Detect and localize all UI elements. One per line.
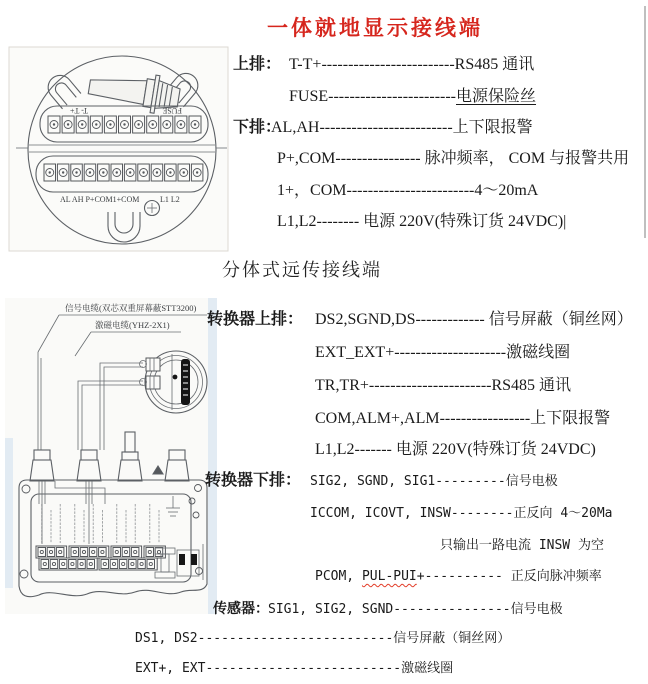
wiring-row <box>310 504 612 524</box>
terminal-desc: 信号屏蔽（铜丝网） <box>488 311 633 328</box>
wiring-row <box>315 440 596 460</box>
terminal-desc: 上下限报警 <box>530 410 611 427</box>
excitation-cable-label: 激磁电缆(YHZ-2X1) <box>95 320 170 330</box>
wiring-row <box>207 310 633 330</box>
wiring-row <box>135 659 453 679</box>
integrated-terminal-diagram <box>6 44 230 254</box>
dash-leader: ------------------------- <box>319 119 453 136</box>
strip-top-right-label: FUSE <box>162 106 182 115</box>
dash-leader: ---------------- <box>335 150 425 167</box>
row-label: 下排： <box>233 119 282 136</box>
wiring-row <box>277 212 566 232</box>
strip-bottom-right-label: L1 L2 <box>160 195 180 204</box>
terminal-names: EXT+, EXT <box>135 661 206 676</box>
dash-leader: ----------------- <box>439 410 531 427</box>
remote-section-heading: 分体式远传接线端 <box>222 260 382 280</box>
wiring-row <box>233 55 534 75</box>
wiring-row <box>277 149 629 169</box>
terminal-desc: 电源 220V(特殊订货 24VDC)| <box>363 213 567 230</box>
scan-blue-right <box>208 298 217 614</box>
remote-converter-diagram <box>5 298 217 614</box>
terminal-desc: 信号电极 <box>505 474 558 489</box>
terminal-desc: 信号电极 <box>510 602 563 617</box>
terminal-names: COM,ALM+,ALM <box>315 410 440 427</box>
wiring-row <box>277 181 538 201</box>
pcb-terminal-blocks <box>36 546 165 570</box>
dash-leader: ------------------------- <box>321 56 455 73</box>
wiring-row <box>315 567 602 587</box>
terminal-names: AL,AH <box>271 119 320 136</box>
dash-leader: --------- <box>435 474 506 489</box>
terminal-names: DS2,SGND,DS <box>315 311 416 328</box>
terminal-desc: 电源 220V(特殊订货 24VDC) <box>395 441 596 458</box>
terminal-desc: 激磁线圈 <box>401 661 454 676</box>
terminal-names: DS1, DS2 <box>135 631 198 646</box>
dash-leader: ------------------------ <box>346 182 475 199</box>
terminal-desc: 4～20mA <box>474 182 539 199</box>
wiring-row <box>233 118 533 138</box>
terminal-names: SIG1, SIG2, SGND <box>268 602 394 617</box>
terminal-names-spellcheck: PUL-PUI <box>361 569 417 584</box>
terminal-names: T-T+ <box>289 56 322 73</box>
dash-leader: --------------------- <box>394 344 507 361</box>
wiring-row <box>213 598 563 620</box>
terminal-desc: RS485 通讯 <box>491 377 572 394</box>
terminal-desc: RS485 通讯 <box>454 56 535 73</box>
page-title: 一体就地显示接线端 <box>267 17 483 40</box>
terminal-names: + <box>416 569 425 584</box>
dash-leader: ------------------------ <box>328 88 456 105</box>
terminal-names: 1+，COM <box>277 182 347 199</box>
strip-bottom-left-label: AL AH P+COM1+COM <box>60 195 140 204</box>
top-terminal-screws <box>48 116 201 133</box>
terminal-desc: 电源保险丝 <box>456 88 537 105</box>
dash-leader: ------------------------- <box>197 631 394 646</box>
terminal-names: PCOM, <box>315 569 362 584</box>
wiring-row <box>205 471 558 492</box>
terminal-desc: 上下限报警 <box>452 119 533 136</box>
row-label: 传感器： <box>213 600 269 616</box>
terminal-desc: 正反向 4～20Ma <box>513 506 613 521</box>
dash-leader: -------- <box>450 506 514 521</box>
dash-leader: ------------- <box>415 311 489 328</box>
wiring-row <box>315 409 610 429</box>
dash-leader: ----------------------- <box>368 377 492 394</box>
row-label: 转换器上排： <box>207 311 304 328</box>
dash-leader: ------------------------- <box>205 661 402 676</box>
terminal-names: FUSE <box>289 88 329 105</box>
strip-top-left-label: T- T+ <box>69 106 88 115</box>
note-row: 只输出一路电流 INSW 为空 <box>440 538 604 553</box>
scan-edge-line <box>644 6 646 238</box>
row-label: 上排： <box>233 56 282 73</box>
terminal-names: P+,COM <box>277 150 336 167</box>
wiring-row <box>233 87 536 107</box>
terminal-desc: 脉冲频率， COM 与报警共用 <box>424 150 630 167</box>
wiring-row <box>135 629 510 649</box>
terminal-desc: 信号屏蔽（铜丝网） <box>393 631 511 646</box>
terminal-desc: 正反向脉冲频率 <box>510 569 602 584</box>
dash-leader: ------- <box>354 441 396 458</box>
dash-leader: -------- <box>316 213 364 230</box>
terminal-names: ICCOM, ICOVT, INSW <box>310 506 451 521</box>
row-label: 转换器下排： <box>205 472 302 489</box>
terminal-names: L1,L2 <box>277 213 317 230</box>
terminal-names: EXT_EXT+ <box>315 344 395 361</box>
terminal-names: TR,TR+ <box>315 377 369 394</box>
terminal-names: SIG2, SGND, SIG1 <box>310 474 436 489</box>
signal-cable-label: 信号电缆(双芯双重屏幕蔽STT3200) <box>65 303 197 313</box>
wiring-row <box>315 343 570 363</box>
dash-leader: --------------- <box>393 602 511 617</box>
dash-leader: ---------- <box>424 569 511 584</box>
scan-blue-left <box>5 438 13 588</box>
wiring-row <box>315 376 571 396</box>
terminal-names: L1,L2 <box>315 441 355 458</box>
terminal-desc: 激磁线圈 <box>506 344 571 361</box>
